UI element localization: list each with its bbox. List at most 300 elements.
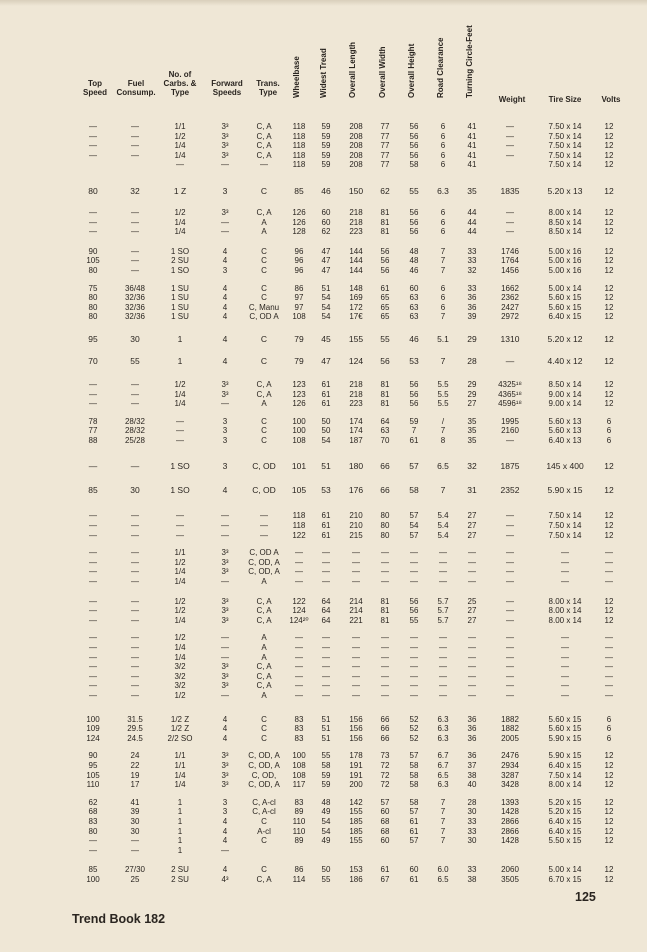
- table-row: [0, 218, 647, 228]
- cell-volts: 12: [604, 807, 614, 817]
- cell-tire-size: —: [561, 548, 569, 558]
- cell-circle: —: [468, 567, 476, 577]
- cell-trans: C: [261, 865, 267, 875]
- cell-tread: 48: [321, 797, 331, 807]
- cell-trans: C, OD, A: [248, 567, 280, 577]
- cell-wheelbase: 100: [292, 751, 306, 761]
- cell-height: 57: [409, 511, 419, 521]
- cell-tread: —: [322, 690, 330, 700]
- cell-volts: 12: [604, 312, 614, 322]
- cell-tread: 53: [321, 485, 331, 496]
- cell-tread: —: [322, 548, 330, 558]
- cell-height: 57: [409, 807, 419, 817]
- cell-top-speed: 85: [88, 865, 98, 875]
- cell-volts: 12: [604, 141, 614, 151]
- table-row: [0, 672, 647, 682]
- cell-top-speed: —: [89, 557, 97, 567]
- cell-speeds: 3³: [221, 596, 229, 606]
- cell-trans: A: [261, 690, 267, 700]
- cell-tire-size: 8.00 x 14: [548, 780, 582, 790]
- cell-weight: 2972: [501, 312, 519, 322]
- cell-speeds: 4: [222, 312, 228, 322]
- cell-volts: —: [605, 652, 613, 662]
- cell-carbs: 1 SU: [171, 283, 189, 293]
- cell-fuel: —: [131, 379, 139, 389]
- cell-height: 7: [411, 426, 417, 436]
- cell-speeds: 3³: [221, 606, 229, 616]
- cell-carbs: 1: [177, 816, 183, 826]
- table-row: [0, 577, 647, 587]
- cell-speeds: 4: [222, 246, 228, 256]
- cell-tire-size: —: [561, 681, 569, 691]
- cell-tire-size: 5.20 x 13: [547, 185, 583, 196]
- cell-top-speed: 83: [88, 816, 98, 826]
- cell-height: 59: [409, 416, 419, 426]
- cell-carbs: 1 SU: [171, 293, 189, 303]
- cell-wheelbase: 118: [292, 150, 306, 160]
- cell-tire-size: 7.50 x 14: [548, 511, 582, 521]
- cell-circle: 29: [467, 379, 477, 389]
- cell-circle: 38: [467, 770, 477, 780]
- cell-circle: 29: [467, 389, 477, 399]
- cell-clearance: —: [439, 662, 447, 672]
- cell-top-speed: 80: [88, 293, 98, 303]
- cell-tread: 55: [321, 874, 331, 884]
- cell-weight: —: [506, 633, 514, 643]
- cell-width: 81: [380, 606, 390, 616]
- cell-trans: A: [261, 227, 267, 237]
- cell-volts: 12: [604, 185, 614, 196]
- table-row: [0, 662, 647, 672]
- cell-tire-size: 5.90 x 15: [548, 751, 582, 761]
- cell-tread: 64: [321, 606, 331, 616]
- cell-trans: C: [261, 836, 267, 846]
- cell-clearance: 6.5: [437, 770, 449, 780]
- cell-speeds: 3³: [221, 760, 229, 770]
- cell-volts: 12: [604, 265, 614, 275]
- cell-carbs: 1: [177, 807, 183, 817]
- cell-speeds: 3: [222, 461, 228, 472]
- cell-volts: 12: [604, 217, 614, 227]
- cell-speeds: 4: [222, 302, 228, 312]
- cell-circle: —: [468, 633, 476, 643]
- header-forward-speeds: Forward Speeds: [211, 79, 243, 97]
- cell-wheelbase: 108: [292, 770, 306, 780]
- cell-wheelbase: 83: [294, 714, 304, 724]
- cell-height: —: [410, 557, 418, 567]
- cell-carbs: 3/2: [174, 681, 186, 691]
- cell-tire-size: 7.50 x 14: [548, 141, 582, 151]
- cell-weight: —: [506, 662, 514, 672]
- cell-carbs: 1/2 Z: [170, 724, 190, 734]
- cell-length: —: [352, 633, 360, 643]
- cell-fuel: —: [131, 577, 139, 587]
- cell-tread: 51: [321, 283, 331, 293]
- cell-clearance: —: [439, 671, 447, 681]
- table-row: [0, 558, 647, 568]
- cell-tread: 58: [321, 760, 331, 770]
- cell-length: —: [352, 690, 360, 700]
- cell-weight: 3428: [501, 780, 519, 790]
- table-row: [0, 122, 647, 132]
- table-row: [0, 266, 647, 276]
- cell-volts: 12: [604, 150, 614, 160]
- table-row: [0, 691, 647, 701]
- cell-top-speed: —: [89, 577, 97, 587]
- cell-height: 58: [409, 760, 419, 770]
- cell-clearance: 5.5: [437, 389, 449, 399]
- cell-fuel: 32/36: [124, 312, 146, 322]
- cell-volts: 6: [606, 724, 612, 734]
- cell-clearance: —: [439, 548, 447, 558]
- cell-weight: —: [506, 652, 514, 662]
- cell-top-speed: 62: [88, 797, 98, 807]
- table-row: [0, 606, 647, 616]
- cell-top-speed: —: [89, 836, 97, 846]
- table-row: [0, 354, 647, 368]
- cell-height: 56: [409, 217, 419, 227]
- cell-tread: 51: [321, 461, 331, 472]
- cell-circle: —: [468, 652, 476, 662]
- header-carburetors: No. of Carbs. & Type: [163, 70, 197, 97]
- cell-length: 208: [349, 141, 363, 151]
- cell-height: 57: [409, 751, 419, 761]
- cell-fuel: 29.5: [127, 724, 143, 734]
- cell-speeds: 4³: [221, 874, 229, 884]
- cell-circle: 36: [467, 302, 477, 312]
- cell-carbs: 1: [177, 333, 183, 344]
- cell-carbs: 1: [177, 826, 183, 836]
- cell-clearance: 7: [440, 485, 446, 496]
- cell-volts: 12: [604, 293, 614, 303]
- table-row: [0, 548, 647, 558]
- table-row: [0, 436, 647, 446]
- cell-width: 81: [380, 389, 390, 399]
- cell-height: 58: [409, 780, 419, 790]
- cell-top-speed: —: [89, 690, 97, 700]
- cell-speeds: 3³: [221, 615, 229, 625]
- cell-fuel: —: [131, 122, 139, 131]
- table-row: [0, 724, 647, 734]
- cell-trans: C, A: [256, 606, 272, 616]
- cell-tread: 46: [321, 185, 331, 196]
- cell-top-speed: 109: [86, 724, 100, 734]
- cell-carbs: 1/4: [174, 770, 186, 780]
- cell-trans: C: [261, 733, 267, 743]
- cell-tread: 61: [321, 511, 331, 521]
- cell-tread: —: [322, 567, 330, 577]
- cell-weight: 1428: [501, 836, 519, 846]
- cell-volts: 12: [604, 283, 614, 293]
- cell-length: 174: [349, 426, 363, 436]
- cell-tread: 51: [321, 733, 331, 743]
- spec-table: [0, 112, 647, 884]
- table-row: [0, 208, 647, 218]
- table-row: [0, 483, 647, 497]
- cell-weight: 2427: [501, 302, 519, 312]
- cell-tread: 51: [321, 724, 331, 734]
- cell-width: 66: [380, 461, 390, 472]
- cell-width: 66: [380, 485, 390, 496]
- cell-fuel: 30: [130, 333, 140, 344]
- cell-wheelbase: 123: [292, 379, 306, 389]
- cell-weight: —: [506, 435, 514, 445]
- spec-group: [0, 751, 647, 789]
- header-road-clearance: Road Clearance: [436, 37, 445, 98]
- cell-tread: 47: [321, 256, 331, 266]
- cell-volts: 12: [604, 874, 614, 884]
- cell-carbs: 2 SU: [171, 256, 189, 266]
- cell-weight: 2934: [501, 760, 519, 770]
- cell-circle: 44: [467, 217, 477, 227]
- cell-clearance: 6: [440, 207, 446, 217]
- cell-weight: —: [506, 131, 514, 141]
- cell-fuel: —: [131, 633, 139, 643]
- cell-clearance: 6.0: [437, 865, 449, 875]
- cell-length: —: [352, 671, 360, 681]
- cell-clearance: 7: [440, 355, 446, 366]
- cell-length: 185: [349, 826, 363, 836]
- cell-speeds: 3³: [221, 780, 229, 790]
- cell-height: 61: [409, 826, 419, 836]
- cell-fuel: —: [131, 150, 139, 160]
- table-row: [0, 399, 647, 409]
- cell-length: 223: [349, 227, 363, 237]
- cell-top-speed: 110: [86, 780, 100, 790]
- cell-tread: —: [322, 671, 330, 681]
- cell-trans: A: [261, 399, 267, 409]
- cell-volts: 12: [604, 596, 614, 606]
- cell-volts: 12: [604, 122, 614, 131]
- cell-fuel: —: [131, 662, 139, 672]
- cell-width: 72: [380, 760, 390, 770]
- cell-trans: C, A: [256, 389, 272, 399]
- cell-speeds: 3: [222, 797, 228, 807]
- cell-wheelbase: 117: [292, 780, 306, 790]
- cell-height: 58: [409, 797, 419, 807]
- cell-carbs: 1/4: [174, 150, 186, 160]
- cell-carbs: 2 SU: [171, 874, 189, 884]
- cell-length: 169: [349, 293, 363, 303]
- cell-width: 63: [380, 426, 390, 436]
- cell-tire-size: 5.90 x 15: [547, 485, 583, 496]
- cell-carbs: 1/2: [174, 596, 186, 606]
- cell-tread: 54: [321, 816, 331, 826]
- cell-top-speed: 95: [88, 760, 98, 770]
- cell-circle: 27: [467, 530, 477, 540]
- cell-volts: 6: [606, 426, 612, 436]
- cell-trans: A: [261, 577, 267, 587]
- cell-width: —: [381, 671, 389, 681]
- cell-clearance: 7: [440, 797, 446, 807]
- cell-length: 221: [349, 615, 363, 625]
- cell-circle: 30: [467, 807, 477, 817]
- cell-circle: —: [468, 662, 476, 672]
- cell-fuel: 24: [130, 751, 140, 761]
- cell-top-speed: —: [89, 399, 97, 409]
- cell-tire-size: 7.50 x 14: [548, 521, 582, 531]
- cell-circle: 44: [467, 207, 477, 217]
- cell-height: —: [410, 548, 418, 558]
- spec-group: [0, 122, 647, 170]
- cell-fuel: —: [131, 131, 139, 141]
- cell-height: 56: [409, 141, 419, 151]
- cell-volts: 12: [604, 399, 614, 409]
- cell-speeds: 3³: [221, 207, 229, 217]
- cell-clearance: /: [441, 416, 445, 426]
- cell-speeds: —: [221, 511, 229, 521]
- cell-fuel: 28/32: [124, 416, 146, 426]
- cell-speeds: —: [221, 530, 229, 540]
- cell-wheelbase: 85: [294, 185, 304, 196]
- cell-height: 61: [409, 816, 419, 826]
- cell-trans: C: [261, 426, 267, 436]
- cell-speeds: 4: [222, 293, 228, 303]
- cell-height: 60: [409, 283, 419, 293]
- table-row: [0, 312, 647, 322]
- cell-length: 155: [348, 333, 364, 344]
- cell-trans: C, A: [256, 874, 272, 884]
- cell-weight: —: [506, 615, 514, 625]
- cell-length: 210: [349, 521, 363, 531]
- spec-group: [0, 865, 647, 884]
- cell-top-speed: 88: [88, 435, 98, 445]
- cell-top-speed: —: [89, 131, 97, 141]
- cell-height: —: [410, 662, 418, 672]
- header-fuel-consumption: Fuel Consump.: [116, 79, 156, 97]
- cell-weight: —: [506, 511, 514, 521]
- cell-circle: —: [468, 690, 476, 700]
- cell-height: 63: [409, 293, 419, 303]
- cell-circle: 41: [467, 141, 477, 151]
- cell-wheelbase: 123: [292, 389, 306, 399]
- cell-wheelbase: 122: [292, 596, 306, 606]
- table-row: [0, 715, 647, 725]
- cell-top-speed: —: [89, 681, 97, 691]
- cell-top-speed: 78: [88, 416, 98, 426]
- cell-clearance: 5.4: [437, 530, 449, 540]
- cell-length: 218: [349, 379, 363, 389]
- cell-height: 52: [409, 724, 419, 734]
- cell-fuel: 25: [130, 874, 140, 884]
- cell-carbs: 3/2: [174, 671, 186, 681]
- cell-circle: —: [468, 557, 476, 567]
- header-top-speed: Top Speed: [82, 79, 107, 97]
- cell-length: 187: [349, 435, 363, 445]
- cell-weight: —: [506, 141, 514, 151]
- cell-height: —: [410, 671, 418, 681]
- cell-clearance: 7: [440, 826, 446, 836]
- cell-speeds: 3³: [221, 681, 229, 691]
- cell-fuel: 31.5: [127, 714, 143, 724]
- cell-fuel: —: [131, 606, 139, 616]
- table-row: [0, 633, 647, 643]
- table-row: [0, 390, 647, 400]
- cell-top-speed: 80: [88, 265, 98, 275]
- cell-height: 52: [409, 714, 419, 724]
- cell-clearance: 6: [440, 293, 446, 303]
- cell-weight: —: [506, 217, 514, 227]
- cell-wheelbase: 89: [294, 807, 304, 817]
- cell-wheelbase: 118: [292, 511, 306, 521]
- cell-height: 58: [409, 160, 419, 170]
- cell-weight: —: [505, 355, 515, 366]
- cell-height: 57: [409, 836, 419, 846]
- cell-width: 73: [380, 751, 390, 761]
- cell-clearance: 6: [440, 150, 446, 160]
- cell-tread: 60: [321, 207, 331, 217]
- cell-height: 56: [409, 379, 419, 389]
- cell-width: 67: [380, 874, 390, 884]
- cell-top-speed: 68: [88, 807, 98, 817]
- table-row: [0, 798, 647, 808]
- header-volts: Volts: [601, 95, 621, 104]
- table-row: [0, 332, 647, 346]
- cell-clearance: 7: [440, 836, 446, 846]
- cell-volts: 12: [604, 816, 614, 826]
- cell-height: 56: [409, 389, 419, 399]
- cell-speeds: 3³: [221, 557, 229, 567]
- cell-tire-size: 5.60 x 15: [548, 714, 582, 724]
- cell-tire-size: 8.00 x 14: [548, 606, 582, 616]
- cell-speeds: 3³: [221, 379, 229, 389]
- cell-height: 55: [409, 615, 419, 625]
- spec-group: [0, 798, 647, 856]
- cell-height: —: [410, 643, 418, 652]
- cell-trans: C, OD, A: [248, 780, 280, 790]
- cell-carbs: 1: [177, 836, 183, 846]
- cell-tread: —: [322, 577, 330, 587]
- cell-weight: 1835: [500, 185, 520, 196]
- cell-weight: —: [506, 530, 514, 540]
- cell-trans: —: [260, 511, 268, 521]
- cell-carbs: 1/1: [174, 751, 186, 761]
- cell-height: 61: [409, 874, 419, 884]
- cell-trans: C, Manu: [248, 302, 280, 312]
- cell-tire-size: 7.50 x 14: [548, 131, 582, 141]
- cell-speeds: 3³: [221, 389, 229, 399]
- cell-width: —: [381, 557, 389, 567]
- cell-trans: C: [261, 435, 267, 445]
- cell-wheelbase: 118: [292, 521, 306, 531]
- table-row: [0, 807, 647, 817]
- cell-volts: —: [605, 671, 613, 681]
- cell-top-speed: —: [89, 207, 97, 217]
- cell-clearance: 5.4: [437, 521, 449, 531]
- cell-wheelbase: 126: [292, 207, 306, 217]
- cell-width: 72: [380, 780, 390, 790]
- cell-trans: C: [261, 246, 267, 256]
- cell-volts: —: [605, 548, 613, 558]
- cell-circle: 40: [467, 780, 477, 790]
- cell-carbs: —: [176, 511, 184, 521]
- cell-height: 56: [409, 150, 419, 160]
- cell-height: —: [410, 577, 418, 587]
- cell-weight: 4596¹⁸: [498, 399, 522, 409]
- cell-speeds: 3³: [221, 671, 229, 681]
- cell-height: —: [410, 652, 418, 662]
- cell-fuel: 41: [130, 797, 140, 807]
- cell-carbs: 1/4: [174, 652, 186, 662]
- cell-width: 81: [380, 615, 390, 625]
- cell-speeds: 4: [222, 256, 228, 266]
- cell-height: 46: [409, 333, 419, 344]
- cell-weight: 1310: [500, 333, 520, 344]
- cell-carbs: 1/4: [174, 217, 186, 227]
- cell-carbs: 1 SU: [171, 302, 189, 312]
- cell-width: 77: [380, 160, 390, 170]
- cell-circle: 41: [467, 131, 477, 141]
